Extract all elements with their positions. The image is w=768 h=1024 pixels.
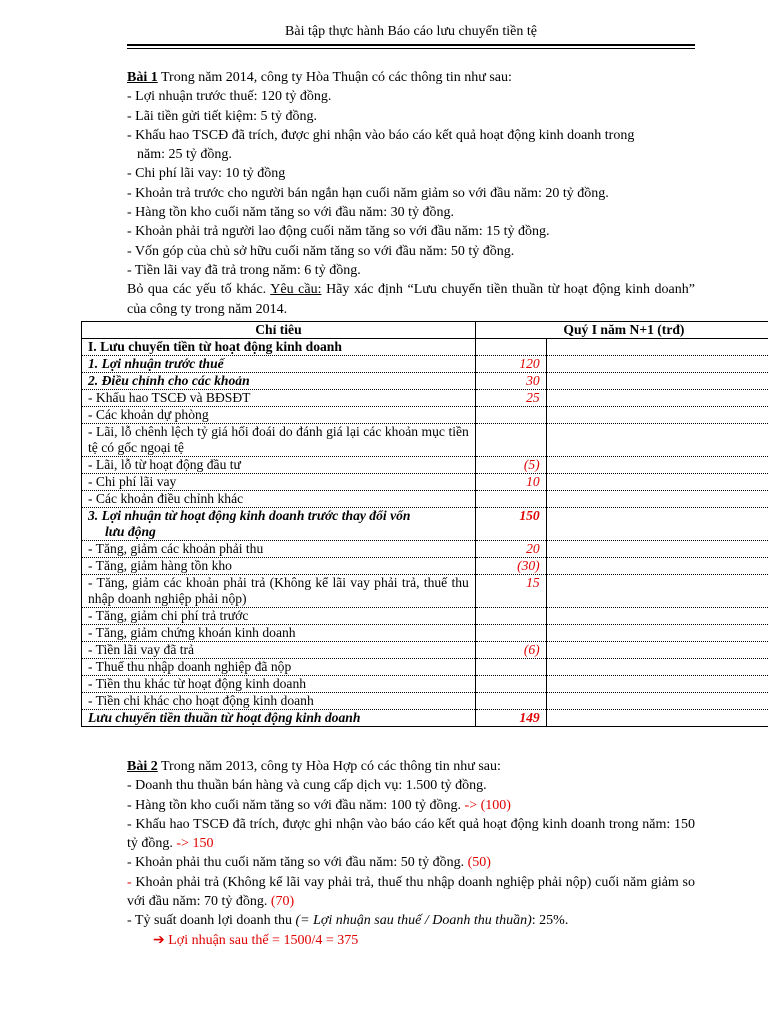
arrow-icon: ➔	[153, 932, 165, 948]
row-empty-cell	[546, 457, 768, 474]
exercise-2-item	[127, 911, 695, 930]
row-label-text: - Tiền chi khác cho hoạt động kinh doanh	[88, 693, 314, 708]
exercise-2-item: - Doanh thu thuần bán hàng và cung cấp dịch vụ: 1.500 tỷ đồng.	[127, 778, 487, 794]
item-text: - Hàng tồn kho cuối năm tăng so với đầu năm: 100 tỷ đồng.	[127, 797, 465, 813]
table-row	[82, 424, 768, 457]
row-empty-cell	[546, 424, 768, 457]
table-row	[82, 558, 768, 575]
row-label	[82, 608, 476, 625]
row-value	[475, 693, 546, 710]
row-value: 15	[475, 575, 546, 608]
row-label	[82, 642, 476, 659]
row-empty-cell	[546, 373, 768, 390]
row-label	[82, 424, 476, 457]
row-label	[82, 474, 476, 491]
header-quarter: Quý I năm N+1 (trđ)	[475, 322, 768, 339]
row-label	[82, 457, 476, 474]
table-header-row	[82, 322, 768, 339]
row-label-text: I. Lưu chuyển tiền từ hoạt động kinh doanh	[88, 339, 342, 354]
row-label-text: - Tăng, giảm hàng tồn kho	[88, 558, 232, 573]
exercise-1-item: - Khấu hao TSCĐ đã trích, được ghi nhận vào báo cáo kết quả hoạt động kinh doanh trong	[127, 127, 635, 143]
row-label	[82, 693, 476, 710]
row-empty-cell	[546, 541, 768, 558]
table-row	[82, 693, 768, 710]
row-label-cont: lưu động	[105, 524, 156, 539]
item-note: (50)	[467, 855, 491, 871]
row-label-text: - Tăng, giảm chi phí trả trước	[88, 608, 249, 623]
cash-flow-table	[81, 321, 768, 727]
item-note: -> 150	[176, 836, 214, 852]
row-empty-cell	[546, 390, 768, 407]
item-text: - Khấu hao TSCĐ đã trích, được ghi nhận vào báo cáo kết quả hoạt động kinh doanh trong năm: 150 tỷ đồng.	[127, 816, 695, 852]
row-empty-cell	[546, 625, 768, 642]
exercise-1-item: - Vốn góp của chủ sở hữu cuối năm tăng so với đầu năm: 50 tỷ đồng.	[127, 243, 515, 259]
row-value	[475, 659, 546, 676]
exercise-1-item: năm: 25 tỷ đồng.	[137, 147, 232, 163]
row-value: (5)	[475, 457, 546, 474]
item-text: - Tỷ suất doanh lợi doanh thu	[127, 913, 296, 929]
row-label-text: - Thuế thu nhập doanh nghiệp đã nộp	[88, 659, 292, 674]
answer-text: Lợi nhuận sau thế = 1500/4 = 375	[164, 932, 359, 948]
exercise-2-intro-text: Trong năm 2013, công ty Hòa Hợp có các thông tin như sau:	[157, 759, 501, 774]
table-row	[82, 373, 768, 390]
table-row	[82, 541, 768, 558]
row-label-text: Lưu chuyển tiền thuần từ hoạt động kinh doanh	[88, 710, 361, 725]
exercise-1-item: - Tiền lãi vay đã trả trong năm: 6 tỷ đồng.	[127, 262, 361, 278]
row-label	[82, 676, 476, 693]
row-empty-cell	[546, 575, 768, 608]
requirement-label: Yêu cầu:	[270, 282, 322, 298]
row-value	[475, 424, 546, 457]
row-empty-cell	[546, 491, 768, 508]
table-row	[82, 457, 768, 474]
row-empty-cell	[546, 339, 768, 356]
table-row	[82, 508, 768, 541]
row-empty-cell	[546, 474, 768, 491]
table-row	[82, 575, 768, 608]
row-label	[82, 508, 476, 541]
exercise-2-label: Bài 2	[127, 759, 158, 774]
row-value	[475, 339, 546, 356]
row-value: 10	[475, 474, 546, 491]
table-row	[82, 625, 768, 642]
exercise-2-item	[127, 853, 695, 872]
row-label	[82, 356, 476, 373]
row-empty-cell	[546, 710, 768, 727]
exercise-1-label: Bài 1	[127, 70, 158, 85]
row-label	[82, 575, 476, 608]
row-value: 25	[475, 390, 546, 407]
row-label	[82, 541, 476, 558]
table-row	[82, 710, 768, 727]
exercise-2-item	[127, 873, 695, 912]
header-indicator: Chỉ tiêu	[82, 322, 476, 339]
exercise-1-requirement	[127, 280, 695, 319]
exercise-1-intro	[127, 68, 695, 87]
table-row	[82, 339, 768, 356]
table-row	[82, 608, 768, 625]
row-value	[475, 608, 546, 625]
row-empty-cell	[546, 693, 768, 710]
item-note: -> (100)	[464, 797, 511, 813]
row-label	[82, 390, 476, 407]
row-label-text: - Tiền lãi vay đã trả	[88, 642, 195, 657]
row-empty-cell	[546, 558, 768, 575]
exercise-1	[127, 68, 695, 319]
requirement-prefix: Bỏ qua các yếu tố khác.	[127, 282, 271, 298]
row-empty-cell	[546, 407, 768, 424]
item-dash: -	[127, 874, 132, 890]
exercise-2-item	[127, 815, 695, 854]
row-value: 120	[475, 356, 546, 373]
table-row	[82, 659, 768, 676]
table-row	[82, 491, 768, 508]
row-label-text: - Các khoản điều chỉnh khác	[88, 491, 244, 506]
item-text: Khoản phải trả (Không kể lãi vay phải trả, thuế thu nhập doanh nghiệp phải nộp) cuối năm giảm so với đầu năm: 70 tỷ đồng.	[127, 874, 695, 910]
row-label-text: - Lãi, lỗ chênh lệch tỷ giá hối đoái do đánh giá lại các khoản mục tiền tệ có gốc ngoại tệ	[88, 424, 469, 455]
row-value	[475, 676, 546, 693]
row-value: 30	[475, 373, 546, 390]
row-label-text: - Tăng, giảm các khoản phải thu	[88, 541, 264, 556]
row-label	[82, 659, 476, 676]
row-label	[82, 373, 476, 390]
row-empty-cell	[546, 356, 768, 373]
exercise-2-item	[127, 796, 695, 815]
row-value: 20	[475, 541, 546, 558]
row-label-text: 1. Lợi nhuận trước thuế	[88, 356, 224, 371]
exercise-1-item: - Hàng tồn kho cuối năm tăng so với đầu năm: 30 tỷ đồng.	[127, 205, 455, 221]
row-label-text: - Tiền thu khác từ hoạt động kinh doanh	[88, 676, 307, 691]
row-label-text: 3. Lợi nhuận từ hoạt động kinh doanh trước thay đổi vốn	[88, 508, 411, 523]
row-value: (30)	[475, 558, 546, 575]
row-empty-cell	[546, 642, 768, 659]
exercise-2-answer	[127, 931, 695, 950]
row-value	[475, 491, 546, 508]
table-row	[82, 642, 768, 659]
exercise-1-item: - Chi phí lãi vay: 10 tỷ đồng	[127, 166, 286, 182]
row-empty-cell	[546, 608, 768, 625]
row-empty-cell	[546, 659, 768, 676]
table-row	[82, 474, 768, 491]
row-label	[82, 558, 476, 575]
row-value: 149	[475, 710, 546, 727]
item-text-end: : 25%.	[531, 913, 569, 929]
exercise-2	[127, 757, 695, 950]
item-formula: (= Lợi nhuận sau thuế / Doanh thu thuần)	[295, 913, 532, 929]
row-empty-cell	[546, 676, 768, 693]
row-label	[82, 407, 476, 424]
row-label-text: 2. Điều chỉnh cho các khoản	[88, 373, 250, 388]
table-row	[82, 390, 768, 407]
exercise-1-item: - Khoản trả trước cho người bán ngắn hạn cuối năm giảm so với đầu năm: 20 tỷ đồng.	[127, 185, 609, 201]
row-label	[82, 625, 476, 642]
row-value: (6)	[475, 642, 546, 659]
header-title: Bài tập thực hành Báo cáo lưu chuyển tiền tệ	[285, 24, 537, 39]
row-label-text: - Chi phí lãi vay	[88, 474, 177, 489]
row-label	[82, 491, 476, 508]
exercise-1-intro-text: Trong năm 2014, công ty Hòa Thuận có các thông tin như sau:	[157, 70, 512, 85]
row-label-text: - Khấu hao TSCĐ và BĐSĐT	[88, 390, 251, 405]
exercise-1-item: - Khoản phải trả người lao động cuối năm tăng so với đầu năm: 15 tỷ đồng.	[127, 224, 550, 240]
row-label-text: - Lãi, lỗ từ hoạt động đầu tư	[88, 457, 241, 472]
row-value	[475, 625, 546, 642]
page-header	[127, 24, 695, 46]
row-label	[82, 710, 476, 727]
exercise-2-intro	[127, 757, 695, 776]
row-value: 150	[475, 508, 546, 541]
row-label-text: - Tăng, giảm các khoản phải trả (Không kể lãi vay phải trả, thuế thu nhập doanh nghiệp phải nộp)	[88, 575, 469, 606]
table-row	[82, 676, 768, 693]
table-row	[82, 356, 768, 373]
item-text: - Khoản phải thu cuối năm tăng so với đầu năm: 50 tỷ đồng.	[127, 855, 468, 871]
row-label-text: - Tăng, giảm chứng khoán kinh doanh	[88, 625, 296, 640]
requirement-text: Hãy xác định “Lưu chuyển tiền thuần từ hoạt động kinh doanh” của công ty trong năm 2014.	[127, 282, 695, 317]
row-empty-cell	[546, 508, 768, 541]
row-label	[82, 339, 476, 356]
exercise-1-item: - Lợi nhuận trước thuế: 120 tỷ đồng.	[127, 89, 332, 105]
item-note: (70)	[270, 894, 295, 910]
row-label-text: - Các khoản dự phòng	[88, 407, 209, 422]
row-value	[475, 407, 546, 424]
exercise-1-item: - Lãi tiền gửi tiết kiệm: 5 tỷ đồng.	[127, 108, 317, 124]
table-row	[82, 407, 768, 424]
